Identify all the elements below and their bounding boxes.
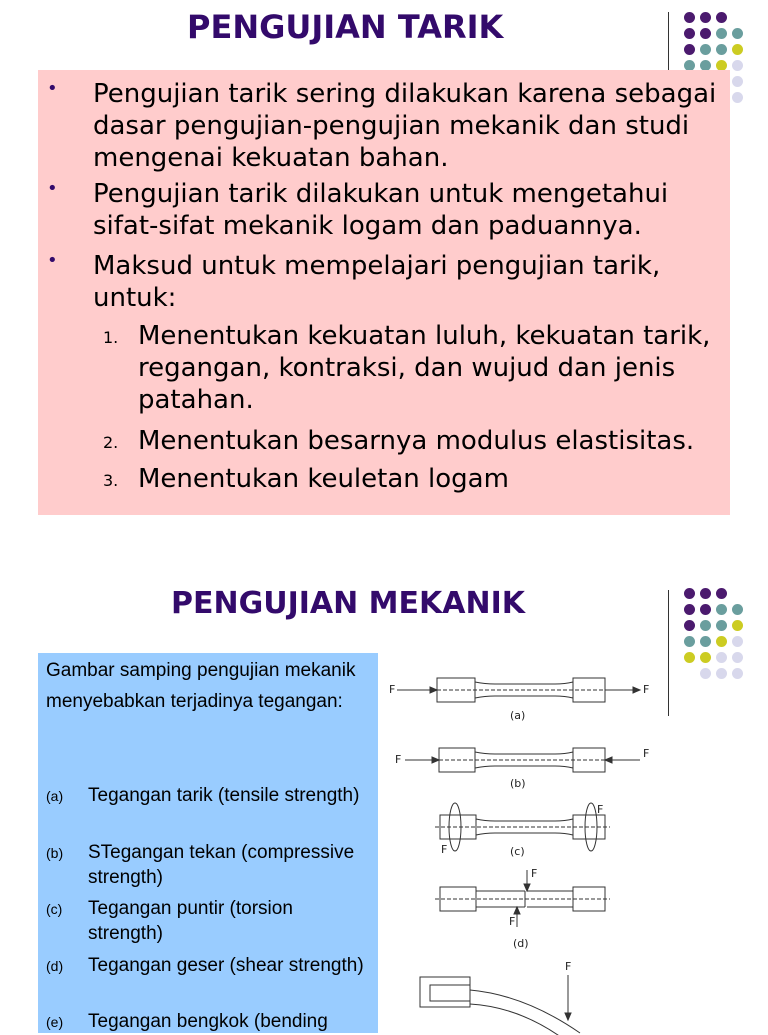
decorative-dot	[716, 12, 727, 23]
numbered-text: Menentukan besarnya modulus elastisitas.	[138, 426, 695, 456]
list-item-text: STegangan tekan (compressive strength)	[88, 842, 355, 888]
decorative-dot	[700, 12, 711, 23]
specimen-bending	[420, 975, 580, 1035]
decorative-dot	[732, 620, 743, 631]
list-marker: (b)	[46, 845, 64, 861]
numbered-text: Menentukan keuletan logam	[138, 464, 509, 494]
list-item-text: Tegangan bengkok (bending	[88, 1011, 328, 1032]
mechanical-test-diagram	[385, 655, 655, 1035]
content-box	[38, 653, 378, 1033]
decorative-dot	[716, 668, 727, 679]
decorative-dot	[732, 28, 743, 39]
list-number: 2.	[103, 433, 119, 452]
decorative-dot	[716, 28, 727, 39]
list-item-text: Tegangan puntir (torsion strength)	[88, 898, 293, 944]
decorative-dot	[732, 668, 743, 679]
decorative-dot	[732, 60, 743, 71]
list-marker: (c)	[46, 901, 63, 917]
slide-title: PENGUJIAN TARIK	[187, 8, 504, 46]
decorative-dot	[716, 604, 727, 615]
force-label: F	[509, 915, 516, 928]
decorative-dot	[732, 636, 743, 647]
list-number: 3.	[103, 471, 119, 490]
figure-caption: (c)	[510, 845, 525, 858]
force-label: F	[565, 960, 572, 973]
decorative-dot	[732, 604, 743, 615]
list-marker: (e)	[46, 1014, 64, 1030]
decorative-dot	[732, 76, 743, 87]
force-label: F	[389, 683, 396, 696]
decorative-dot	[700, 604, 711, 615]
decorative-dot	[732, 44, 743, 55]
decorative-dot	[716, 636, 727, 647]
decorative-dot	[700, 44, 711, 55]
list-marker: (d)	[46, 958, 64, 974]
figure-caption: (b)	[510, 777, 526, 790]
intro-text: Gambar samping pengujian mekanik menyebabkan terjadinya tegangan:	[46, 660, 356, 712]
decorative-dot	[700, 620, 711, 631]
decorative-dot	[684, 620, 695, 631]
bullet-dot-icon: •	[47, 78, 58, 99]
decorative-dot	[716, 620, 727, 631]
list-marker: (a)	[46, 788, 64, 804]
content-box	[38, 70, 730, 515]
force-label: F	[643, 683, 650, 696]
decorative-dot	[732, 652, 743, 663]
decorative-dot	[700, 28, 711, 39]
bullet-text: Pengujian tarik dilakukan untuk mengetahui sifat-sifat mekanik logam dan paduannya.	[93, 179, 669, 241]
decorative-dot	[684, 636, 695, 647]
force-label: F	[531, 867, 538, 880]
decorative-dot	[700, 668, 711, 679]
decorative-dot	[716, 588, 727, 599]
list-number: 1.	[103, 328, 119, 347]
bullet-text: Maksud untuk mempelajari pengujian tarik, untuk:	[93, 251, 661, 313]
decorative-dot	[684, 652, 695, 663]
specimen-torsion	[435, 803, 610, 851]
decorative-dot	[684, 12, 695, 23]
decorative-dot	[684, 604, 695, 615]
decorative-dot	[684, 28, 695, 39]
slide-pengujian-mekanik	[0, 530, 768, 1032]
bullet-dot-icon: •	[47, 250, 58, 271]
decorative-dot	[716, 652, 727, 663]
force-label: F	[395, 753, 402, 766]
list-item-text: Tegangan geser (shear strength)	[88, 955, 364, 976]
figure-caption: (a)	[510, 709, 526, 722]
specimen-tension	[397, 678, 640, 702]
decorative-dot	[684, 588, 695, 599]
bullet-dot-icon: •	[47, 178, 58, 199]
decorative-dot	[700, 588, 711, 599]
specimen-shear	[435, 870, 610, 927]
decorative-dot	[700, 636, 711, 647]
figure-caption: (d)	[513, 937, 529, 950]
force-label: F	[597, 803, 604, 816]
numbered-text: Menentukan kekuatan luluh, kekuatan tarik, regangan, kontraksi, dan wujud dan jenis patahan.	[138, 321, 711, 415]
specimen-compression	[405, 748, 640, 772]
decorative-dot	[700, 652, 711, 663]
force-label: F	[441, 843, 448, 856]
bullet-text: Pengujian tarik sering dilakukan karena sebagai dasar pengujian-pengujian mekanik dan studi mengenai kekuatan bahan.	[93, 79, 717, 173]
divider-line	[668, 590, 669, 716]
force-label: F	[643, 747, 650, 760]
decorative-dot	[684, 44, 695, 55]
decorative-dot	[716, 44, 727, 55]
slide-title: PENGUJIAN MEKANIK	[171, 586, 525, 621]
list-item-text: Tegangan tarik (tensile strength)	[88, 785, 360, 806]
decorative-dot	[732, 92, 743, 103]
